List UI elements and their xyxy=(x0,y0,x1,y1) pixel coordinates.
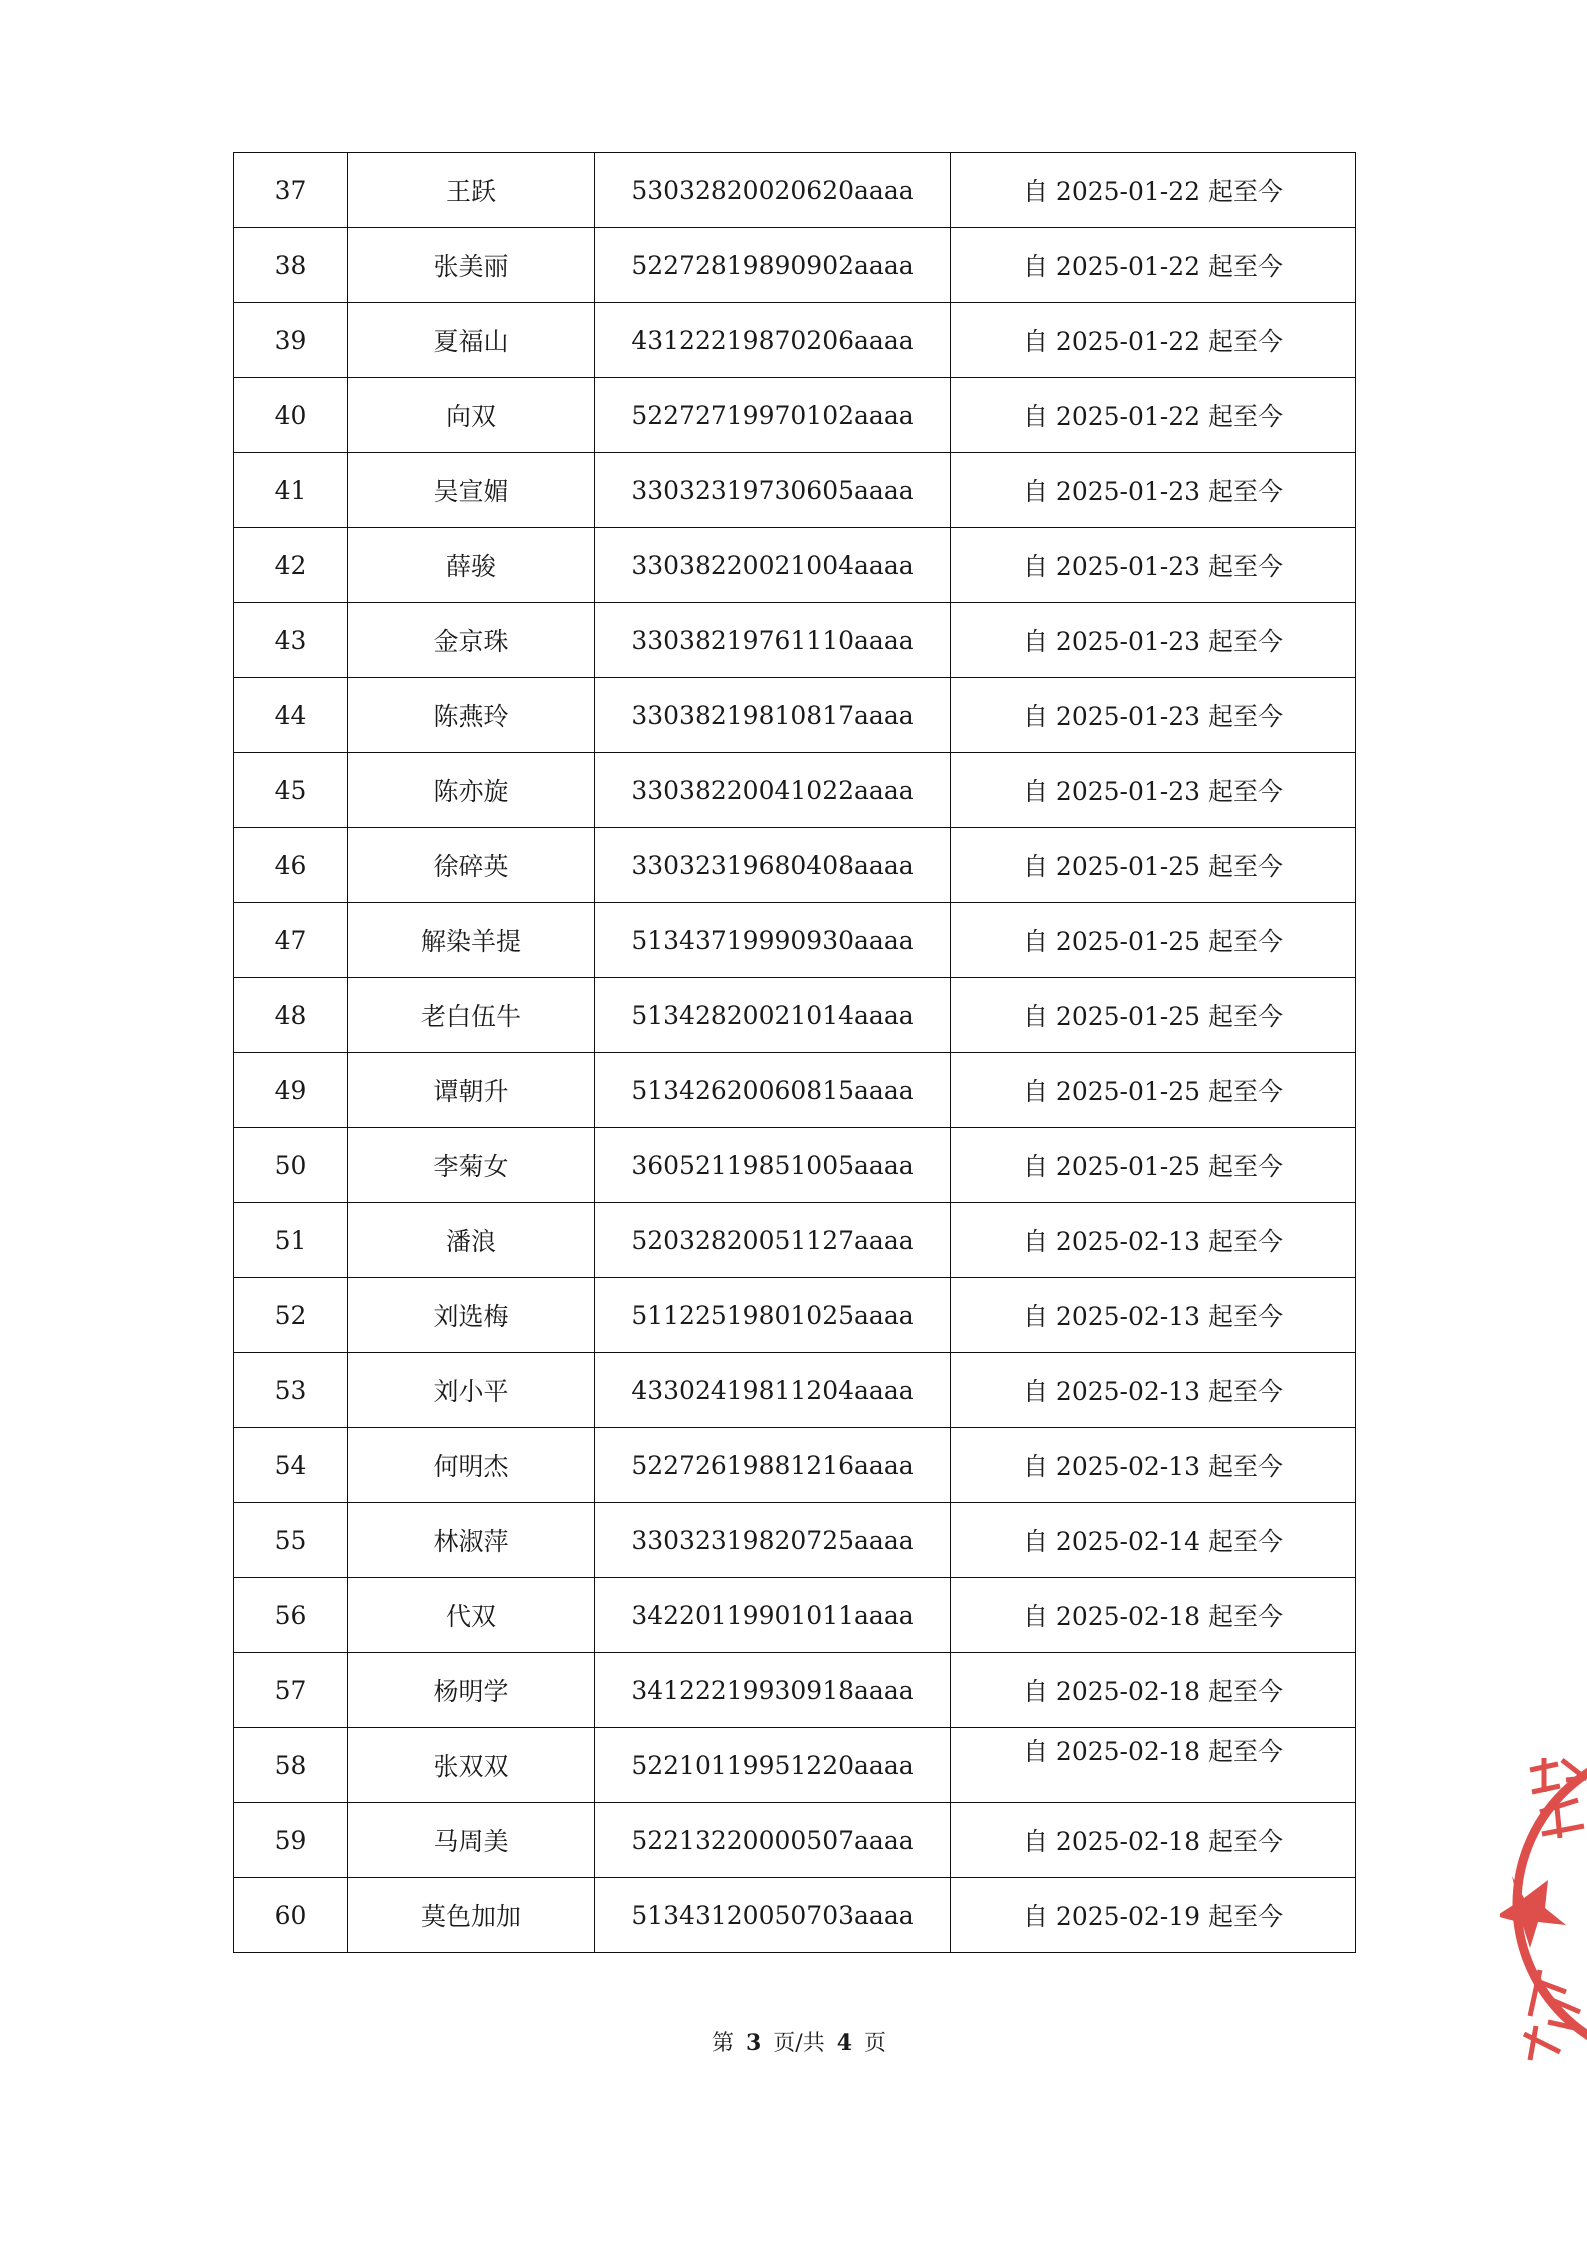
person-name: 杨明学 xyxy=(348,1653,595,1728)
employment-period: 自 2025-02-18 起至今 xyxy=(951,1578,1356,1653)
row-number: 51 xyxy=(234,1203,348,1278)
table-row xyxy=(234,1578,1356,1653)
row-number: 48 xyxy=(234,978,348,1053)
table-row xyxy=(234,1503,1356,1578)
table-row xyxy=(234,1428,1356,1503)
person-name: 林淑萍 xyxy=(348,1503,595,1578)
person-name: 马周美 xyxy=(348,1803,595,1878)
row-number: 37 xyxy=(234,153,348,228)
id-number: 53032820020620aaaa xyxy=(595,153,951,228)
id-number: 43122219870206aaaa xyxy=(595,303,951,378)
person-name: 何明杰 xyxy=(348,1428,595,1503)
person-name: 代双 xyxy=(348,1578,595,1653)
table-row xyxy=(234,228,1356,303)
person-name: 吴宣媚 xyxy=(348,453,595,528)
table-row xyxy=(234,528,1356,603)
person-name: 陈燕玲 xyxy=(348,678,595,753)
seal-glyph-4 xyxy=(1524,2026,1560,2060)
table-row xyxy=(234,1053,1356,1128)
person-name: 刘小平 xyxy=(348,1353,595,1428)
person-name: 谭朝升 xyxy=(348,1053,595,1128)
id-number: 52272819890902aaaa xyxy=(595,228,951,303)
id-number: 33032319820725aaaa xyxy=(595,1503,951,1578)
row-number: 50 xyxy=(234,1128,348,1203)
id-number: 51122519801025aaaa xyxy=(595,1278,951,1353)
id-number: 33032319680408aaaa xyxy=(595,828,951,903)
row-number: 54 xyxy=(234,1428,348,1503)
employment-period: 自 2025-01-25 起至今 xyxy=(951,978,1356,1053)
seal-glyph-1 xyxy=(1530,1758,1586,1792)
person-name: 夏福山 xyxy=(348,303,595,378)
table-row xyxy=(234,378,1356,453)
id-number: 33038219810817aaaa xyxy=(595,678,951,753)
employment-period: 自 2025-01-23 起至今 xyxy=(951,678,1356,753)
employment-period: 自 2025-01-25 起至今 xyxy=(951,1128,1356,1203)
row-number: 60 xyxy=(234,1878,348,1953)
employment-period: 自 2025-01-22 起至今 xyxy=(951,303,1356,378)
id-number: 51343120050703aaaa xyxy=(595,1878,951,1953)
row-number: 59 xyxy=(234,1803,348,1878)
employment-period: 自 2025-01-25 起至今 xyxy=(951,828,1356,903)
id-number: 52032820051127aaaa xyxy=(595,1203,951,1278)
person-name: 向双 xyxy=(348,378,595,453)
row-number: 39 xyxy=(234,303,348,378)
id-number: 52272619881216aaaa xyxy=(595,1428,951,1503)
employment-period: 自 2025-01-23 起至今 xyxy=(951,603,1356,678)
employment-period: 自 2025-01-25 起至今 xyxy=(951,903,1356,978)
person-name: 王跃 xyxy=(348,153,595,228)
employment-period: 自 2025-02-13 起至今 xyxy=(951,1278,1356,1353)
id-number: 33038220041022aaaa xyxy=(595,753,951,828)
person-name: 李菊女 xyxy=(348,1128,595,1203)
id-number: 52210119951220aaaa xyxy=(595,1728,951,1803)
employment-period: 自 2025-02-18 起至今 xyxy=(951,1653,1356,1728)
table-row xyxy=(234,1728,1356,1803)
table-row xyxy=(234,1803,1356,1878)
employment-period: 自 2025-01-22 起至今 xyxy=(951,153,1356,228)
person-name: 老白伍牛 xyxy=(348,978,595,1053)
table-row xyxy=(234,603,1356,678)
footer-suffix: 页 xyxy=(864,2031,887,2056)
footer-prefix: 第 xyxy=(711,2031,734,2056)
row-number: 41 xyxy=(234,453,348,528)
table-row xyxy=(234,828,1356,903)
id-number: 36052119851005aaaa xyxy=(595,1128,951,1203)
table-row xyxy=(234,303,1356,378)
footer-middle: 页/共 xyxy=(773,2031,825,2056)
id-number: 52272719970102aaaa xyxy=(595,378,951,453)
table-row xyxy=(234,753,1356,828)
id-number: 51343719990930aaaa xyxy=(595,903,951,978)
employment-period: 自 2025-02-19 起至今 xyxy=(951,1878,1356,1953)
id-number: 52213220000507aaaa xyxy=(595,1803,951,1878)
table-row xyxy=(234,1278,1356,1353)
row-number: 57 xyxy=(234,1653,348,1728)
employment-period: 自 2025-02-14 起至今 xyxy=(951,1503,1356,1578)
person-name: 潘浪 xyxy=(348,1203,595,1278)
row-number: 46 xyxy=(234,828,348,903)
row-number: 42 xyxy=(234,528,348,603)
row-number: 43 xyxy=(234,603,348,678)
employment-period: 自 2025-02-13 起至今 xyxy=(951,1203,1356,1278)
person-name: 徐碎英 xyxy=(348,828,595,903)
seal-star xyxy=(1500,1876,1566,1948)
id-number: 33032319730605aaaa xyxy=(595,453,951,528)
personnel-table-body xyxy=(234,153,1356,1953)
row-number: 47 xyxy=(234,903,348,978)
row-number: 52 xyxy=(234,1278,348,1353)
table-row xyxy=(234,978,1356,1053)
current-page-number: 3 xyxy=(745,2030,762,2056)
table-row xyxy=(234,1128,1356,1203)
employment-period: 自 2025-01-22 起至今 xyxy=(951,228,1356,303)
table-row xyxy=(234,903,1356,978)
employment-period: 自 2025-02-13 起至今 xyxy=(951,1353,1356,1428)
table-row xyxy=(234,153,1356,228)
row-number: 44 xyxy=(234,678,348,753)
person-name: 陈亦旋 xyxy=(348,753,595,828)
row-number: 56 xyxy=(234,1578,348,1653)
table-row xyxy=(234,678,1356,753)
table-row xyxy=(234,1353,1356,1428)
person-name: 解染羊提 xyxy=(348,903,595,978)
person-name: 刘选梅 xyxy=(348,1278,595,1353)
id-number: 43302419811204aaaa xyxy=(595,1353,951,1428)
table-row xyxy=(234,453,1356,528)
row-number: 58 xyxy=(234,1728,348,1803)
official-seal-icon xyxy=(1500,1730,1587,2075)
table-row xyxy=(234,1203,1356,1278)
employment-period: 自 2025-02-13 起至今 xyxy=(951,1428,1356,1503)
personnel-table xyxy=(233,152,1356,1953)
employment-period: 自 2025-01-23 起至今 xyxy=(951,528,1356,603)
row-number: 55 xyxy=(234,1503,348,1578)
employment-period: 自 2025-02-18 起至今 xyxy=(951,1728,1356,1803)
page-footer xyxy=(0,2026,1587,2057)
person-name: 薛骏 xyxy=(348,528,595,603)
person-name: 张美丽 xyxy=(348,228,595,303)
row-number: 49 xyxy=(234,1053,348,1128)
row-number: 53 xyxy=(234,1353,348,1428)
row-number: 45 xyxy=(234,753,348,828)
total-page-number: 4 xyxy=(836,2030,853,2056)
employment-period: 自 2025-02-18 起至今 xyxy=(951,1803,1356,1878)
row-number: 38 xyxy=(234,228,348,303)
person-name: 张双双 xyxy=(348,1728,595,1803)
person-name: 莫色加加 xyxy=(348,1878,595,1953)
table-row xyxy=(234,1878,1356,1953)
employment-period: 自 2025-01-22 起至今 xyxy=(951,378,1356,453)
employment-period: 自 2025-01-23 起至今 xyxy=(951,453,1356,528)
employment-period: 自 2025-01-23 起至今 xyxy=(951,753,1356,828)
id-number: 51342620060815aaaa xyxy=(595,1053,951,1128)
id-number: 34122219930918aaaa xyxy=(595,1653,951,1728)
employment-period: 自 2025-01-25 起至今 xyxy=(951,1053,1356,1128)
table-row xyxy=(234,1653,1356,1728)
row-number: 40 xyxy=(234,378,348,453)
id-number: 51342820021014aaaa xyxy=(595,978,951,1053)
id-number: 34220119901011aaaa xyxy=(595,1578,951,1653)
person-name: 金京珠 xyxy=(348,603,595,678)
id-number: 33038219761110aaaa xyxy=(595,603,951,678)
id-number: 33038220021004aaaa xyxy=(595,528,951,603)
